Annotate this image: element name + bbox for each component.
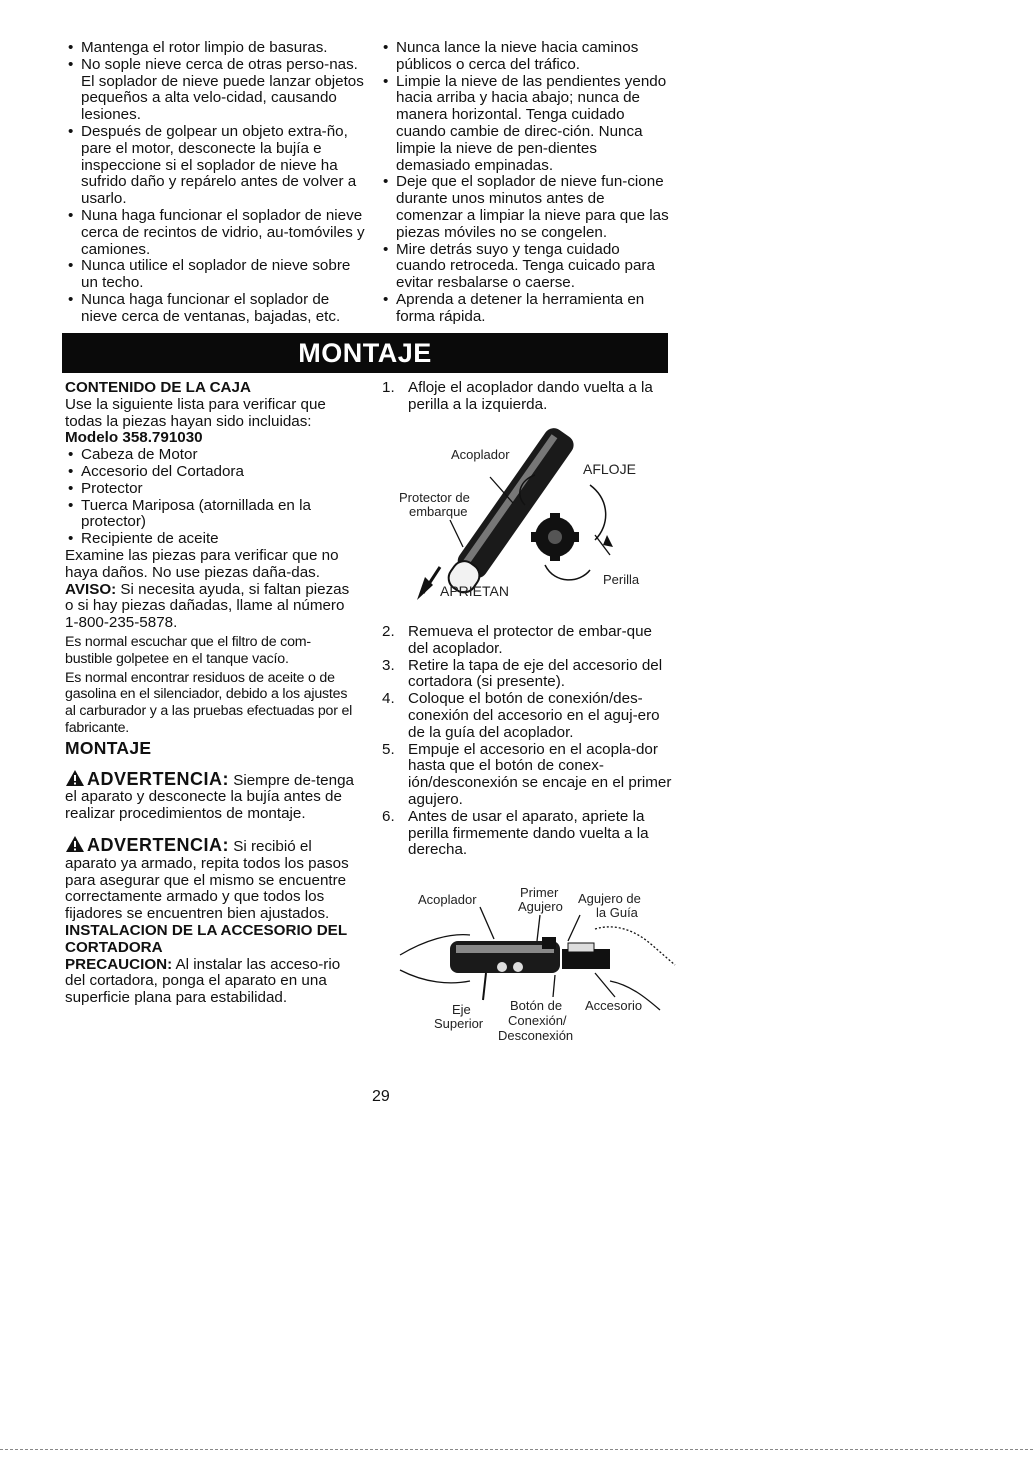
figure-coupler-knob [395,425,665,610]
section-banner: MONTAJE [62,333,668,373]
step-number: 2. [382,623,395,640]
warning-label: ADVERTENCIA: [87,834,230,855]
list-item: • Mantenga el rotor limpio de basuras. [65,40,365,57]
step-text: Retire la tapa de eje del accesorio del cortadora (si presente). [408,656,663,691]
bottom-divider [0,1449,1033,1450]
list-item: • Protector [65,481,355,498]
safety-list-right [380,40,672,326]
step-number: 3. [382,656,395,674]
step-number: 1. [382,379,395,396]
label-eje: Eje [452,1002,471,1017]
step-text: Empuje el accesorio en el acopla-dor hasta que el botón de conex-ión/desconexión se encaje en el primer agujero. [408,740,672,808]
step-item [382,742,674,809]
label-la-guia: la Guía [596,905,638,920]
steps-list-1 [382,380,672,414]
step-number: 6. [382,807,395,825]
list-item: • Nunca haga funcionar el soplador de nieve cerca de ventanas, bajadas, etc. [65,292,365,326]
warning-text: Siempre de-tenga el aparato y desconecte la bujía antes de realizar procedimientos de montaje. [65,771,354,823]
aviso-label: AVISO: [65,580,117,598]
list-item: • Recipiente de aceite [65,531,355,548]
steps-list-2 [382,624,674,859]
label-agujero: Agujero [518,899,563,914]
label-accesorio: Accesorio [585,998,643,1013]
warning-icon [65,769,85,787]
label-aprietan: APRIETAN [440,583,509,599]
step-text: Coloque el botón de conexión/des-conexión del accesorio en el aguj-ero de la guía del acoplador. [408,690,660,741]
warning-2 [65,835,355,923]
step-item [382,809,674,859]
label-desconexion: Desconexión [498,1028,574,1043]
install-heading: INSTALACION DE LA ACCESORIO DEL CORTADORA [65,921,347,956]
left-column [65,380,355,1007]
list-item: • Nunca utilice el soplador de nieve sobre un techo. [65,258,365,292]
list-item: • No sople nieve cerca de otras perso-nas. El soplador de nieve puede lanzar objetos pequeños a alta velo-cidad, causando lesiones. [65,57,365,124]
warning-1 [65,769,355,823]
label-acoplador: Acoplador [418,892,477,907]
list-item: • Después de golpear un objeto extra-ño, pare el motor, desconecte la bujía e inspeccione si el soplador de nieve ha sufrido daño y repárelo antes de volver a usarlo. [65,124,365,208]
list-item: • Accesorio del Cortadora [65,464,355,481]
label-afloje: AFLOJE [583,461,636,477]
contents-intro: Use la siguiente lista para verificar que todas la piezas hayan sido incluidas: [65,395,326,430]
warning-label: ADVERTENCIA: [87,768,230,789]
step-number: 4. [382,690,395,708]
label-protector: Protector de [399,490,470,505]
aviso-paragraph [65,582,355,632]
model-number: Modelo 358.791030 [65,429,203,447]
montaje-heading: MONTAJE [65,737,152,758]
right-column-step1 [382,380,672,414]
step-text: Afloje el acoplador dando vuelta a la perilla a la izquierda. [408,379,653,413]
label-conexion: Conexión/ [508,1013,567,1028]
figure-coupler-attachment [390,885,680,1065]
list-item: • Nuna haga funcionar el soplador de nieve cerca de recintos de vidrio, au-tomóviles y camiones. [65,208,365,258]
label-superior: Superior [434,1016,484,1031]
label-perilla: Perilla [603,572,640,587]
step-number: 5. [382,740,395,758]
aviso-text: Si necesita ayuda, si faltan piezas o si hay piezas dañadas, llame al número 1-800-235-5878. [65,580,350,632]
warning-icon [65,835,85,853]
precaucion-text: Al instalar las acceso-rio del cortadora, ponga el aparato en una superficie plana para estabilidad. [65,955,341,1007]
top-left-column [65,40,365,326]
list-item: • Deje que el soplador de nieve fun-cione durante unos minutos antes de comenzar a limpiar la nieve para que las piezas móviles no se congelen. [380,174,672,241]
contents-list [65,447,355,548]
normal-note-2: Es normal encontrar residuos de aceite o de gasolina en el silenciador, debido a los ajustes al carburador y a las pruebas efectuadas por el fabricante. [65,669,353,736]
label-boton-de: Botón de [510,998,563,1013]
label-primer: Primer [520,885,559,900]
list-item: • Cabeza de Motor [65,447,355,464]
examine-text: Examine las piezas para verificar que no haya daños. No use piezas daña-das. [65,546,339,581]
step-item [382,691,674,741]
step-text: Antes de usar el aparato, apriete la perilla firmemente dando vuelta a la derecha. [408,807,649,859]
page-number: 29 [372,1088,390,1105]
top-right-column [380,40,672,326]
safety-list-left [65,40,365,326]
step-item [382,624,674,658]
label-embarque: embarque [409,504,468,519]
precaucion-paragraph [65,957,355,1007]
normal-note-1: Es normal escuchar que el filtro de com-bustible golpetee en el tanque vacío. [65,633,311,667]
step-item [382,380,672,414]
list-item: • Tuerca Mariposa (atornillada en la protector) [65,498,355,532]
step-item [382,658,674,692]
contents-heading: CONTENIDO DE LA CAJA [65,379,251,396]
list-item: • Nunca lance la nieve hacia caminos públicos o cerca del tráfico. [380,40,672,74]
step-text: Remueva el protector de embar-que del acoplador. [408,623,652,657]
right-column-steps [382,624,674,859]
list-item: • Limpie la nieve de las pendientes yendo hacia arriba y hacia abajo; nunca de manera horizontal. Tenga cuidado cuando cambie de direc-ción. Nunca limpie la nieve de pen-dientes demasiado empinadas. [380,74,672,175]
label-agujero-de: Agujero de [578,891,641,906]
label-acoplador: Acoplador [451,447,510,462]
list-item: • Aprenda a detener la herramienta en forma rápida. [380,292,672,326]
list-item: • Mire detrás suyo y tenga cuidado cuando retroceda. Tenga cuicado para evitar resbalarse o caerse. [380,242,672,292]
precaucion-label: PRECAUCION: [65,955,173,973]
warning-text: Si recibió el aparato ya armado, repita todos los pasos para asegurar que el mismo se encuentre correctamente armado y que todos los fijadores se encuentren bien ajustados. [65,837,349,923]
